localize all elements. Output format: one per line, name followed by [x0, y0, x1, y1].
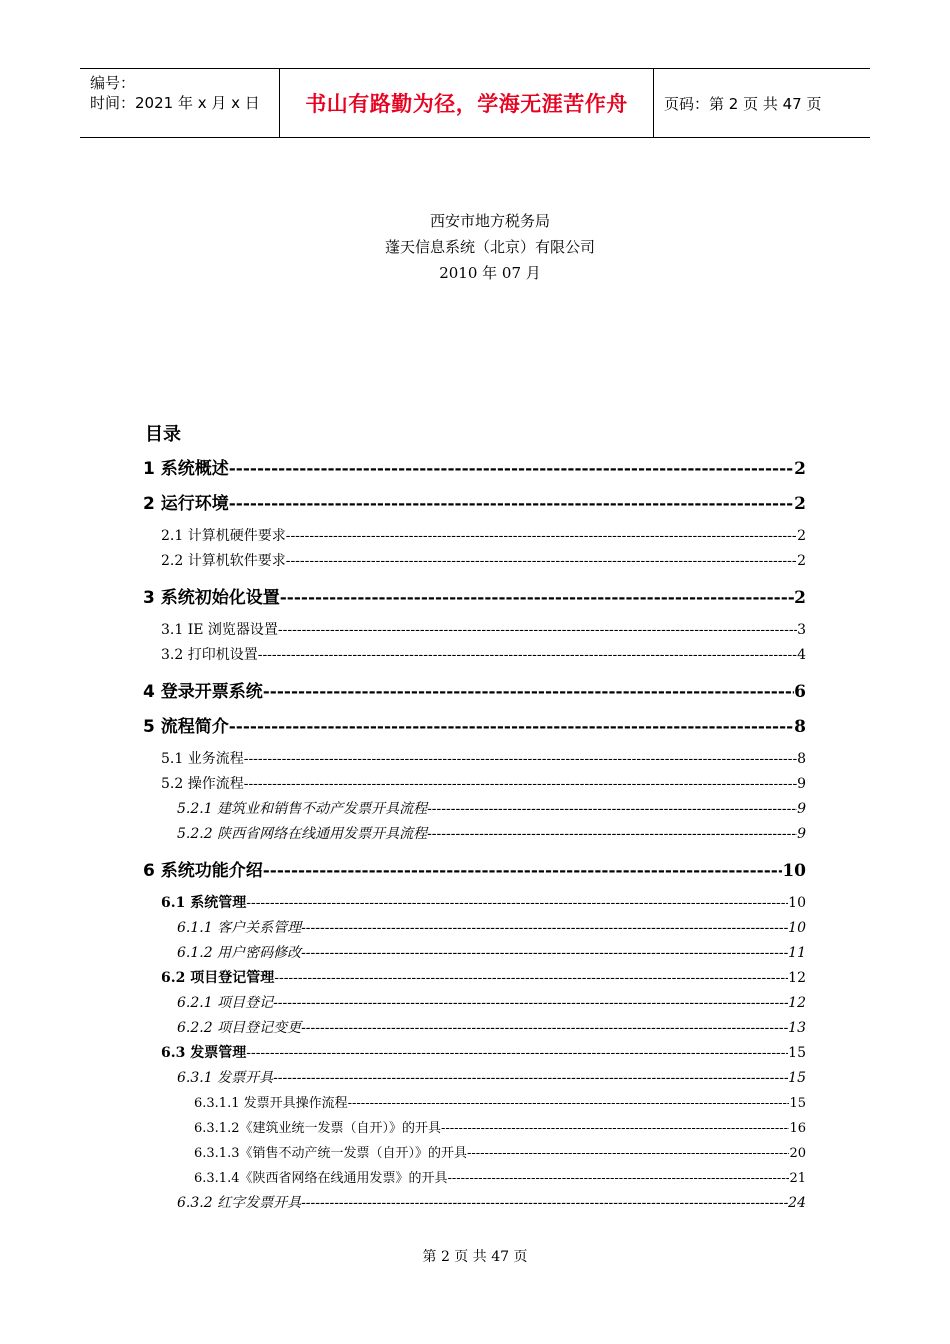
toc-entry-text: 6.3.1 发票开具	[177, 1070, 274, 1086]
page-header	[80, 68, 870, 138]
toc-entry-page: 8	[794, 717, 806, 737]
organization-block	[0, 208, 950, 286]
toc-entry-page: 2	[794, 494, 806, 514]
toc-entry-text: 6.3.1.1 发票开具操作流程	[194, 1096, 348, 1111]
toc-entry[interactable]	[161, 967, 806, 987]
toc-entry-page: 15	[789, 1096, 806, 1111]
toc-entry-page: 9	[797, 776, 806, 792]
toc-entry[interactable]	[143, 454, 806, 479]
toc-leader	[467, 1146, 789, 1161]
toc-entry-text: 6.2 项目登记管理	[161, 970, 275, 986]
toc-leader	[441, 1121, 789, 1136]
toc-entry-text: 6.3 发票管理	[161, 1045, 247, 1061]
toc-entry-page: 2	[794, 459, 806, 479]
toc-leader	[447, 1171, 789, 1186]
toc-leader	[301, 945, 788, 961]
toc-leader	[229, 459, 794, 479]
toc-entry-text: 6.1 系统管理	[161, 895, 247, 911]
page-footer: 第 2 页 共 47 页	[422, 1249, 528, 1265]
toc-entry[interactable]	[161, 773, 806, 793]
toc-entry[interactable]	[194, 1142, 806, 1161]
toc-entry[interactable]	[194, 1167, 806, 1186]
toc-entry[interactable]	[161, 1042, 806, 1062]
toc-entry-text: 5.2.2 陕西省网络在线通用发票开具流程	[177, 826, 428, 842]
toc-entry-page: 10	[782, 861, 806, 881]
toc-entry[interactable]	[161, 892, 806, 912]
toc-leader	[244, 751, 797, 767]
toc-entry-text: 3.1 IE 浏览器设置	[161, 622, 278, 638]
toc-entry-page: 8	[797, 751, 806, 767]
toc-entry-page: 9	[797, 826, 806, 842]
toc-leader	[427, 801, 797, 817]
toc-entry-text: 5.2 操作流程	[161, 776, 244, 792]
document-time-label: 时间：2021 年 x 月 x 日	[90, 94, 260, 112]
toc-entry-text: 6.1.2 用户密码修改	[177, 945, 302, 961]
toc-entry-page: 10	[788, 920, 806, 936]
toc-entry-page: 2	[797, 553, 806, 569]
toc-leader	[273, 1070, 788, 1086]
toc-leader	[246, 895, 788, 911]
toc-entry-text: 5 流程简介	[143, 717, 229, 737]
toc-entry-page: 6	[794, 682, 806, 702]
toc-entry-text: 6.2.1 项目登记	[177, 995, 274, 1011]
toc-entry-text: 3 系统初始化设置	[143, 588, 280, 608]
toc-leader	[229, 494, 794, 514]
header-page-info: 页码：第 2 页 共 47 页	[664, 94, 822, 113]
toc-entry-page: 20	[789, 1146, 806, 1161]
toc-leader	[348, 1096, 790, 1111]
toc-entry-text: 2.1 计算机硬件要求	[161, 528, 286, 544]
toc-entry[interactable]	[194, 1117, 806, 1136]
toc-leader	[246, 1045, 788, 1061]
org-date: 2010 年 07 月	[439, 264, 541, 282]
toc-entry[interactable]	[161, 619, 806, 639]
header-motto: 书山有路勤为径，学海无涯苦作舟	[280, 69, 654, 137]
toc-leader	[301, 1195, 788, 1211]
org-line-1: 西安市地方税务局	[429, 212, 550, 230]
toc-entry[interactable]	[143, 856, 806, 881]
toc-entry[interactable]	[177, 1067, 806, 1087]
toc-entry-text: 6.3.1.3《销售不动产统一发票（自开）》的开具	[194, 1146, 467, 1161]
toc-entry-page: 11	[788, 945, 806, 961]
toc-entry[interactable]	[143, 712, 806, 737]
toc-entry-page: 16	[789, 1121, 806, 1136]
toc-entry-text: 6.3.2 红字发票开具	[177, 1195, 302, 1211]
toc-entry-text: 5.2.1 建筑业和销售不动产发票开具流程	[177, 801, 428, 817]
toc-entry[interactable]	[143, 583, 806, 608]
header-meta-cell	[80, 69, 280, 137]
toc-leader	[301, 920, 788, 936]
toc-leader	[301, 1020, 788, 1036]
toc-entry-text: 6.1.1 客户关系管理	[177, 920, 302, 936]
toc-entry-text: 6.2.2 项目登记变更	[177, 1020, 302, 1036]
toc-entry-page: 4	[797, 647, 806, 663]
toc-entry[interactable]	[177, 917, 806, 937]
toc-leader	[263, 861, 783, 881]
toc-entry-page: 21	[789, 1171, 806, 1186]
toc-entry-page: 12	[788, 970, 806, 986]
toc-entry[interactable]	[177, 1192, 806, 1212]
toc-entry-page: 10	[788, 895, 806, 911]
toc-entry-text: 2.2 计算机软件要求	[161, 553, 286, 569]
toc-leader	[273, 995, 788, 1011]
toc-leader	[274, 970, 788, 986]
toc-entry[interactable]	[177, 992, 806, 1012]
toc-entry[interactable]	[177, 942, 806, 962]
toc-entry-page: 15	[788, 1045, 806, 1061]
toc-leader	[229, 717, 794, 737]
toc-entry[interactable]	[161, 644, 806, 664]
toc-leader	[286, 528, 797, 544]
org-line-2: 蓬天信息系统（北京）有限公司	[384, 238, 595, 256]
toc-leader	[258, 647, 797, 663]
document-number-label: 编号：	[90, 74, 136, 92]
toc-entry-page: 15	[788, 1070, 806, 1086]
toc-entry[interactable]	[177, 798, 806, 818]
toc-entry[interactable]	[143, 677, 806, 702]
toc-entry-page: 9	[797, 801, 806, 817]
toc-entry[interactable]	[161, 550, 806, 570]
toc-entry-text: 6.3.1.4《陕西省网络在线通用发票》的开具	[194, 1171, 448, 1186]
toc-entry-text: 6 系统功能介绍	[143, 861, 263, 881]
toc-entry-page: 2	[797, 528, 806, 544]
toc-entry-page: 12	[788, 995, 806, 1011]
toc-leader	[263, 682, 794, 702]
toc-entry-text: 6.3.1.2《建筑业统一发票（自开）》的开具	[194, 1121, 441, 1136]
toc-entry-text: 3.2 打印机设置	[161, 647, 258, 663]
toc-entry-page: 3	[797, 622, 806, 638]
toc-entry[interactable]	[143, 489, 806, 514]
toc-leader	[278, 622, 797, 638]
toc-leader	[427, 826, 797, 842]
toc-entry-text: 4 登录开票系统	[143, 682, 263, 702]
toc-entry-page: 13	[788, 1020, 806, 1036]
toc-entry[interactable]	[161, 748, 806, 768]
toc-leader	[286, 553, 797, 569]
toc-leader	[244, 776, 797, 792]
toc-entry[interactable]	[161, 525, 806, 545]
toc-entry[interactable]	[177, 1017, 806, 1037]
toc-leader	[280, 588, 794, 608]
toc-entry-page: 24	[788, 1195, 806, 1211]
toc-entry[interactable]	[194, 1092, 806, 1111]
toc-entry-text: 1 系统概述	[143, 459, 229, 479]
toc-entry[interactable]	[177, 823, 806, 843]
toc-entry-text: 5.1 业务流程	[161, 751, 244, 767]
toc-title: 目录	[145, 424, 181, 445]
toc-entry-page: 2	[794, 588, 806, 608]
toc-entry-text: 2 运行环境	[143, 494, 229, 514]
